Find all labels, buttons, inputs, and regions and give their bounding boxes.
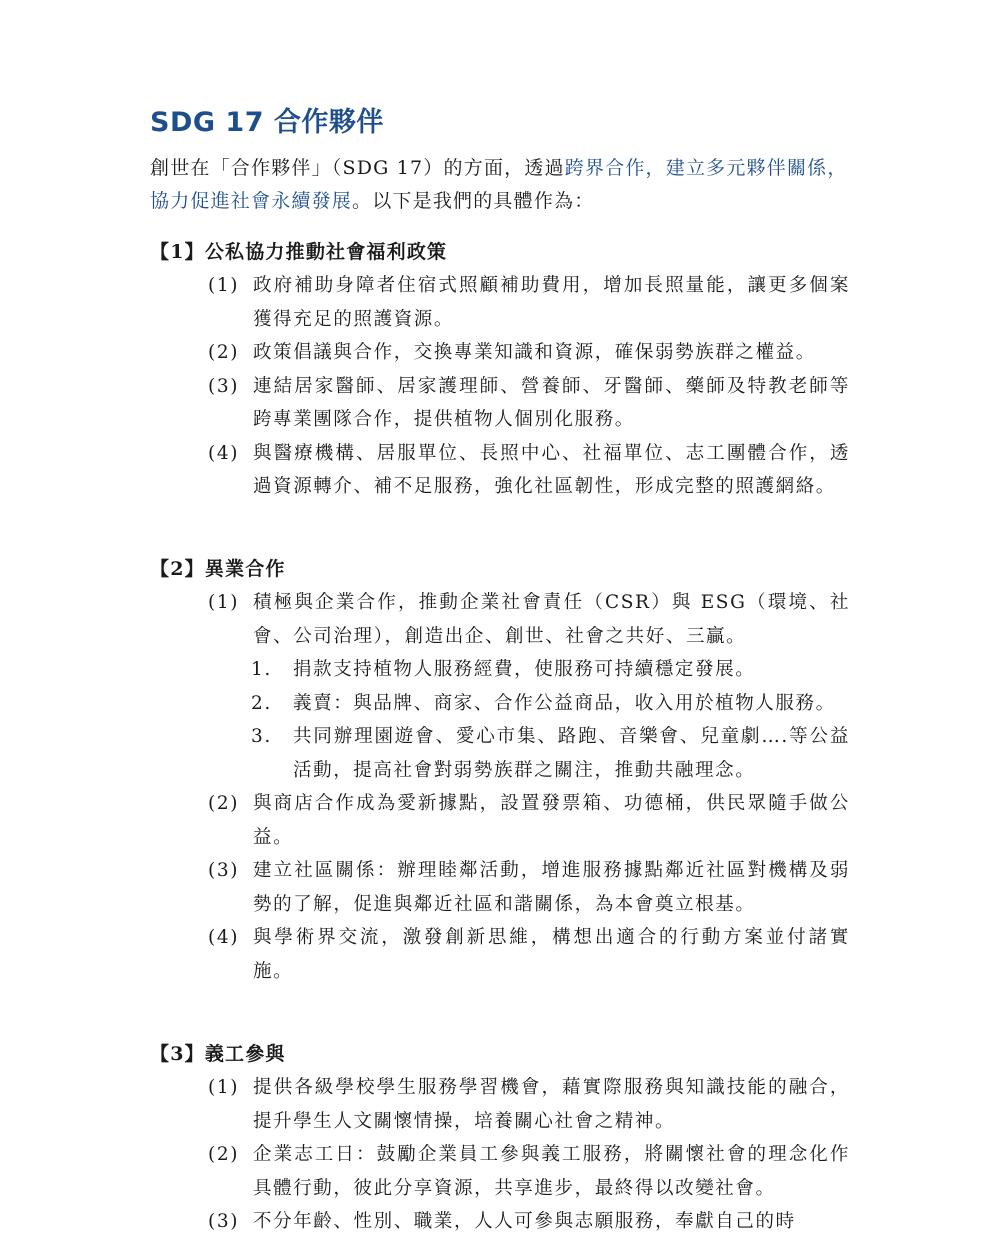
page-title: SDG 17 合作夥伴 — [150, 107, 384, 138]
item-number: (4) — [208, 442, 240, 464]
intro-highlight: 跨界合作，建立多元夥伴關係，協力促進社會永續發展 — [150, 157, 848, 212]
item-number: (3) — [208, 860, 240, 881]
item-text: 企業志工日：鼓勵企業員工參與義工服務，將關懷社會的理念化作具體行動，彼此分享資源，共享進步，最終得以改變社會。 — [253, 1144, 850, 1199]
item-number: (2) — [208, 342, 240, 363]
list-item — [150, 370, 850, 437]
section-3 — [150, 1038, 850, 1239]
intro-text-2: 。以下是我們的具體作為： — [352, 190, 595, 212]
section-heading: 【2】異業合作 — [150, 558, 286, 580]
section-1 — [150, 236, 850, 504]
item-text: 政策倡議與合作，交換專業知識和資源，確保弱勢族群之權益。 — [253, 342, 816, 363]
list-item — [150, 1205, 850, 1239]
sub-item-text: 義賣：與品牌、商家、合作公益商品，收入用於植物人服務。 — [293, 692, 836, 714]
sub-item-number: 1. — [251, 659, 272, 680]
item-number: (3) — [208, 375, 240, 397]
list-item — [150, 437, 850, 504]
item-number: (1) — [208, 592, 240, 613]
item-text: 積極與企業合作，推動企業社會責任（CSR）與 ESG（環境、社會、公司治理），創造出企、創世、社會之共好、三贏。 — [253, 592, 850, 647]
list-item — [150, 787, 850, 854]
item-text: 政府補助身障者住宿式照顧補助費用，增加長照量能，讓更多個案獲得充足的照護資源。 — [253, 275, 850, 330]
sub-list-item — [150, 653, 850, 687]
sub-item-number: 3. — [251, 726, 272, 747]
item-number: (1) — [208, 1077, 240, 1098]
list-item — [150, 854, 850, 921]
section-heading: 【3】義工參與 — [150, 1043, 286, 1065]
sub-list-item — [150, 720, 850, 787]
list-item — [150, 336, 850, 370]
item-text: 與學術界交流，激發創新思維，構想出適合的行動方案並付諸實施。 — [253, 927, 850, 982]
section-2 — [150, 553, 850, 988]
item-number: (4) — [208, 927, 240, 948]
item-text: 與商店合作成為愛新據點，設置發票箱、功德桶，供民眾隨手做公益。 — [253, 793, 850, 848]
item-number: (1) — [208, 275, 240, 296]
intro-text-1: 創世在「合作夥伴」（SDG 17）的方面，透過 — [150, 157, 565, 179]
item-text: 提供各級學校學生服務學習機會，藉實際服務與知識技能的融合，提升學生人文關懷情操，培養關心社會之精神。 — [253, 1077, 850, 1132]
item-number: (2) — [208, 1144, 240, 1165]
list-item — [150, 586, 850, 653]
list-item — [150, 1138, 850, 1205]
item-text: 建立社區關係：辦理睦鄰活動，增進服務據點鄰近社區對機構及弱勢的了解，促進與鄰近社區和諧關係，為本會奠立根基。 — [253, 860, 850, 915]
item-text: 與醫療機構、居服單位、長照中心、社福單位、志工團體合作，透過資源轉介、補不足服務，強化社區韌性，形成完整的照護網絡。 — [253, 442, 850, 497]
list-item — [150, 921, 850, 988]
sub-item-text: 捐款支持植物人服務經費，使服務可持續穩定發展。 — [293, 659, 756, 680]
intro-paragraph — [150, 152, 850, 218]
list-item — [150, 269, 850, 336]
item-number: (2) — [208, 793, 240, 814]
item-number: (3) — [208, 1211, 240, 1232]
sub-list-item — [150, 687, 850, 721]
item-text: 不分年齡、性別、職業，人人可參與志願服務，奉獻自己的時 — [253, 1211, 796, 1232]
list-item — [150, 1071, 850, 1138]
section-heading: 【1】公私協力推動社會福利政策 — [150, 241, 448, 263]
item-text: 連結居家醫師、居家護理師、營養師、牙醫師、藥師及特教老師等跨專業團隊合作，提供植物人個別化服務。 — [253, 375, 850, 430]
sub-item-number: 2. — [251, 692, 272, 714]
sub-item-text: 共同辦理園遊會、愛心市集、路跑、音樂會、兒童劇….等公益活動，提高社會對弱勢族群之關注，推動共融理念。 — [293, 726, 850, 781]
